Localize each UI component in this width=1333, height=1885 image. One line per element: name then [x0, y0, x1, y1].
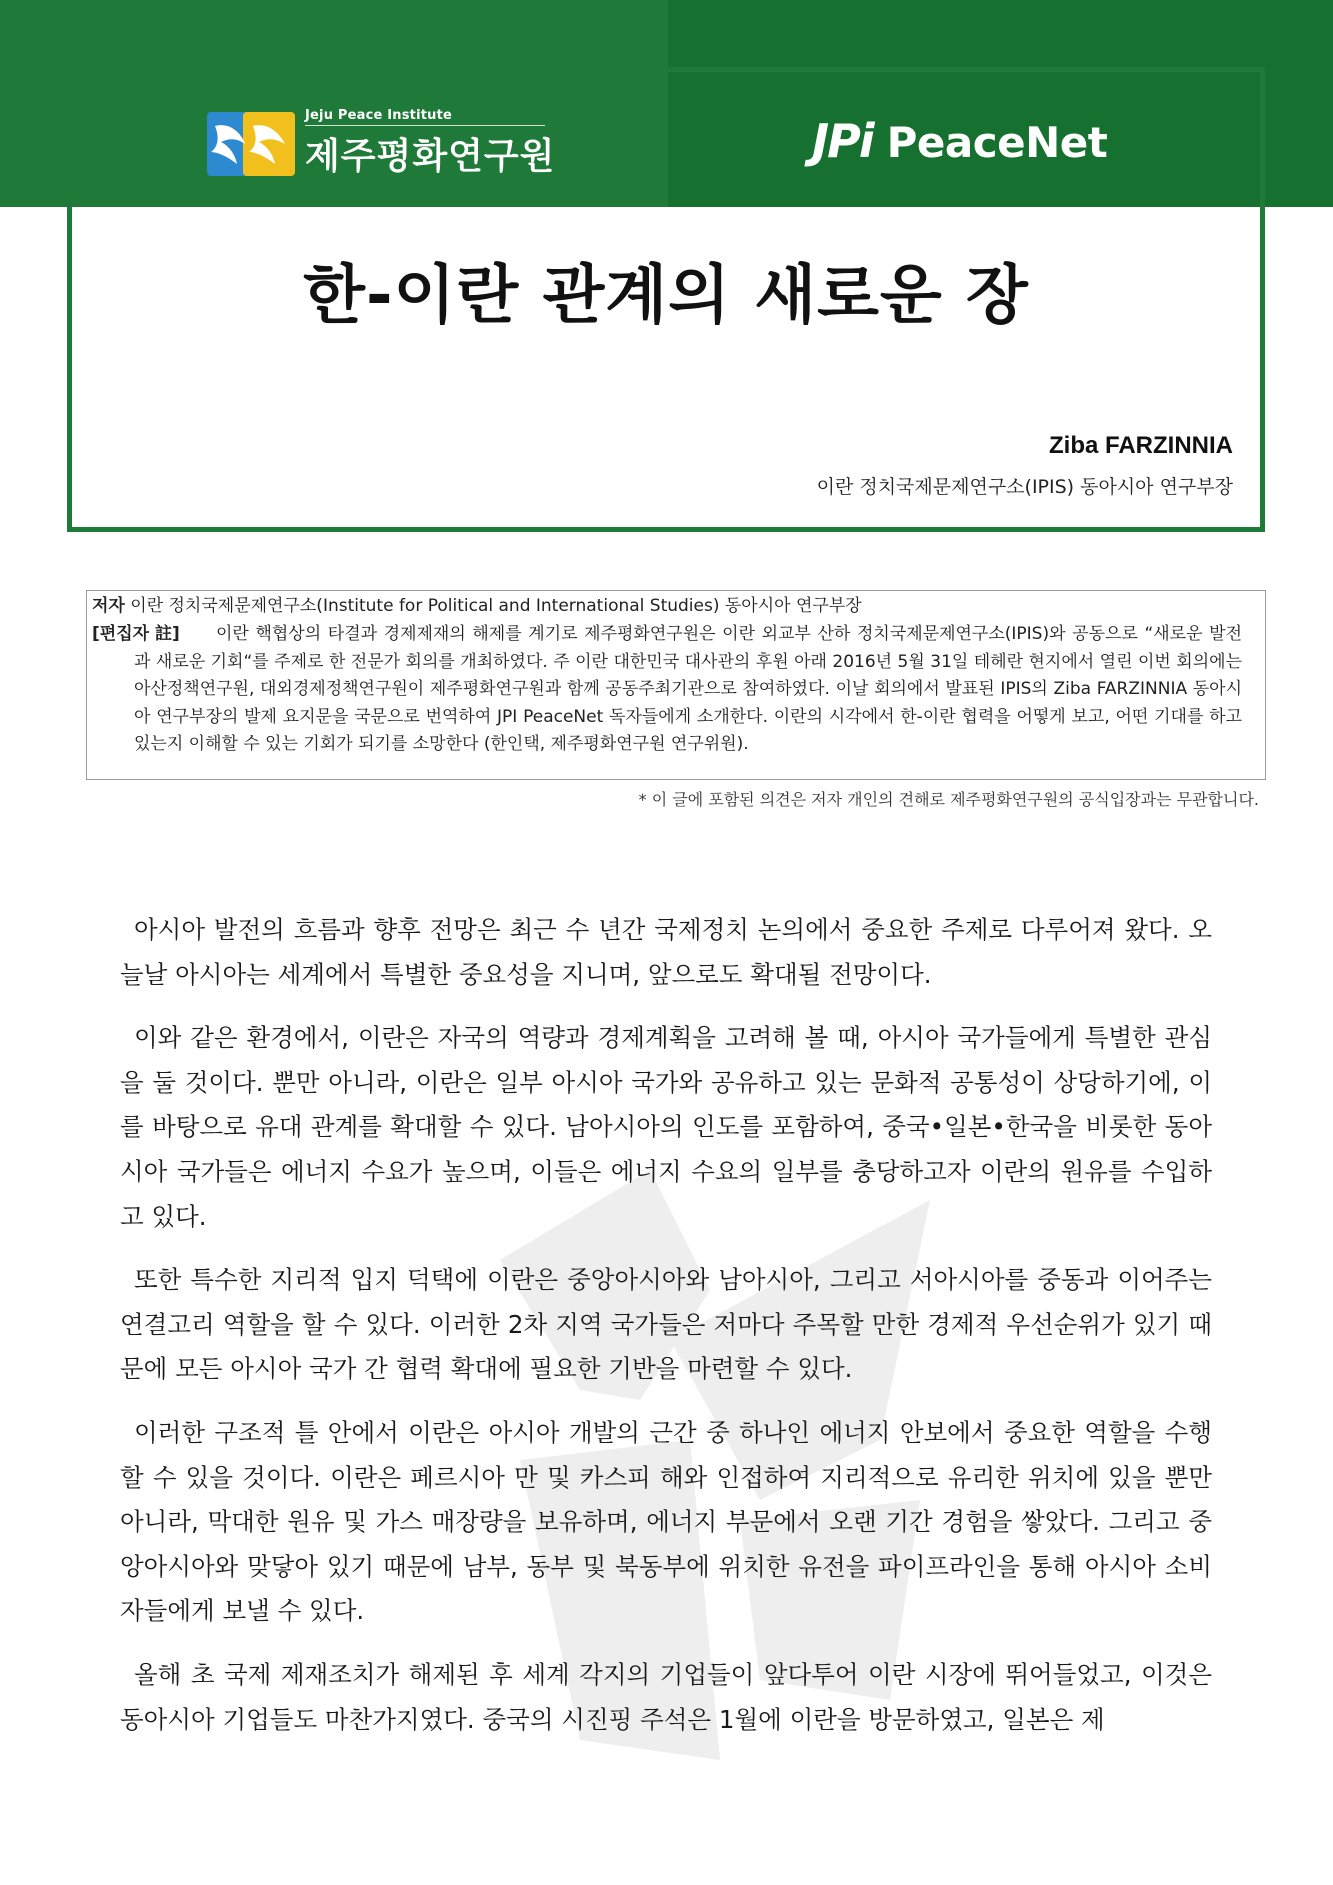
author-note-line: [92, 593, 862, 621]
document-title: 한-이란 관계의 새로운 장: [303, 259, 1029, 333]
author-affiliation: 이란 정치국제문제연구소(IPIS) 동아시아 연구부장: [816, 476, 1233, 498]
peacenet-wordmark: PeaceNet: [886, 118, 1108, 167]
author-note-text: 이란 정치국제문제연구소(Institute for Political and International Studies) 동아시아 연구부장: [130, 596, 862, 616]
institute-english-name: Jeju Peace Institute: [305, 108, 545, 126]
editor-note-text: 이란 핵협상의 타결과 경제제재의 해제를 계기로 제주평화연구원은 이란 외교부 산하 정치국제문제연구소(IPIS)와 공동으로 “새로운 발전과 새로운 기회“를 주제로 한 전문가 회의를 개최하였다. 주 이란 대한민국 대사관의 후원 아래 2016년 5월 31일 테헤란 현지에서 열린 이번 회의에는 아산정책연구원, 대외경제정책연구원이 제주평화연구원과 함께 공동주최기관으로 참여하였다. 이날 회의에서 발표된 IPIS의 Ziba FARZINNIA 동아시아 연구부장의 발제 요지문을 국문으로 번역하여 JPI PeaceNet 독자들에게 소개한다. 이란의 시각에서 한-이란 협력을 어떻게 보고, 어떤 기대를 하고 있는지 이해할 수 있는 기회가 되기를 소망한다 (한인택, 제주평화연구원 연구위원).: [134, 624, 1242, 755]
jpi-peacenet-logo: [812, 114, 1107, 168]
body-paragraph-5: 올해 초 국제 제재조치가 해제된 후 세계 각지의 기업들이 앞다투어 이란 시장에 뛰어들었고, 이것은 동아시아 기업들도 마찬가지였다. 중국의 시진핑 주석은 1월에 이란을 방문하였고, 일본은 제: [120, 1659, 1212, 1734]
body-paragraph-1: 아시아 발전의 흐름과 향후 전망은 최근 수 년간 국제정치 논의에서 중요한 주제로 다루어져 왔다. 오늘날 아시아는 세계에서 특별한 중요성을 지니며, 앞으로도 확대될 전망이다.: [120, 915, 1212, 989]
editor-note-paragraph: [92, 621, 1242, 759]
article-body: [120, 908, 1212, 1761]
body-paragraph-2: 이와 같은 환경에서, 이란은 자국의 역량과 경제계획을 고려해 볼 때, 아시아 국가들에게 특별한 관심을 둘 것이다. 뿐만 아니라, 이란은 일부 아시아 국가와 공유하고 있는 문화적 공통성이 상당하기에, 이를 바탕으로 유대 관계를 확대할 수 있다. 남아시아의 인도를 포함하여, 중국•일본•한국을 비롯한 동아시아 국가들은 에너지 수요가 높으며, 이들은 에너지 수요의 일부를 충당하고자 이란의 원유를 수입하고 있다.: [120, 1023, 1212, 1231]
body-paragraph-4: 이러한 구조적 틀 안에서 이란은 아시아 개발의 근간 중 하나인 에너지 안보에서 중요한 역할을 수행할 수 있을 것이다. 이란은 페르시아 만 및 카스피 해와 인접하여 지리적으로 유리한 위치에 있을 뿐만 아니라, 막대한 원유 및 가스 매장량을 보유하며, 에너지 부문에서 오랜 기간 경험을 쌓았다. 그리고 중앙아시아와 맞닿아 있기 때문에 남부, 동부 및 북동부에 위치한 유전을 파이프라인을 통해 아시아 소비자들에게 보낼 수 있다.: [120, 1417, 1212, 1626]
editor-note-box: [86, 590, 1266, 780]
jeju-peace-institute-logo: [207, 108, 555, 179]
institute-korean-name: 제주평화연구원: [305, 135, 556, 177]
author-note-label: 저자: [92, 596, 125, 616]
body-paragraph-3: 또한 특수한 지리적 입지 덕택에 이란은 중앙아시아와 남아시아, 그리고 서아시아를 중동과 이어주는 연결고리 역할을 할 수 있다. 이러한 2차 지역 국가들은 저마다 주목할 만한 경제적 우선순위가 있기 때문에 모든 아시아 국가 간 협력 확대에 필요한 기반을 마련할 수 있다.: [120, 1265, 1212, 1384]
disclaimer: * 이 글에 포함된 의견은 저자 개인의 견해로 제주평화연구원의 공식입장과는 무관합니다.: [638, 790, 1259, 809]
author-name: Ziba FARZINNIA: [1049, 432, 1233, 459]
editor-note-label: [편집자 註]: [92, 624, 180, 644]
dove-logo-icon: [207, 112, 295, 176]
jpi-mark: JPi: [812, 114, 873, 168]
